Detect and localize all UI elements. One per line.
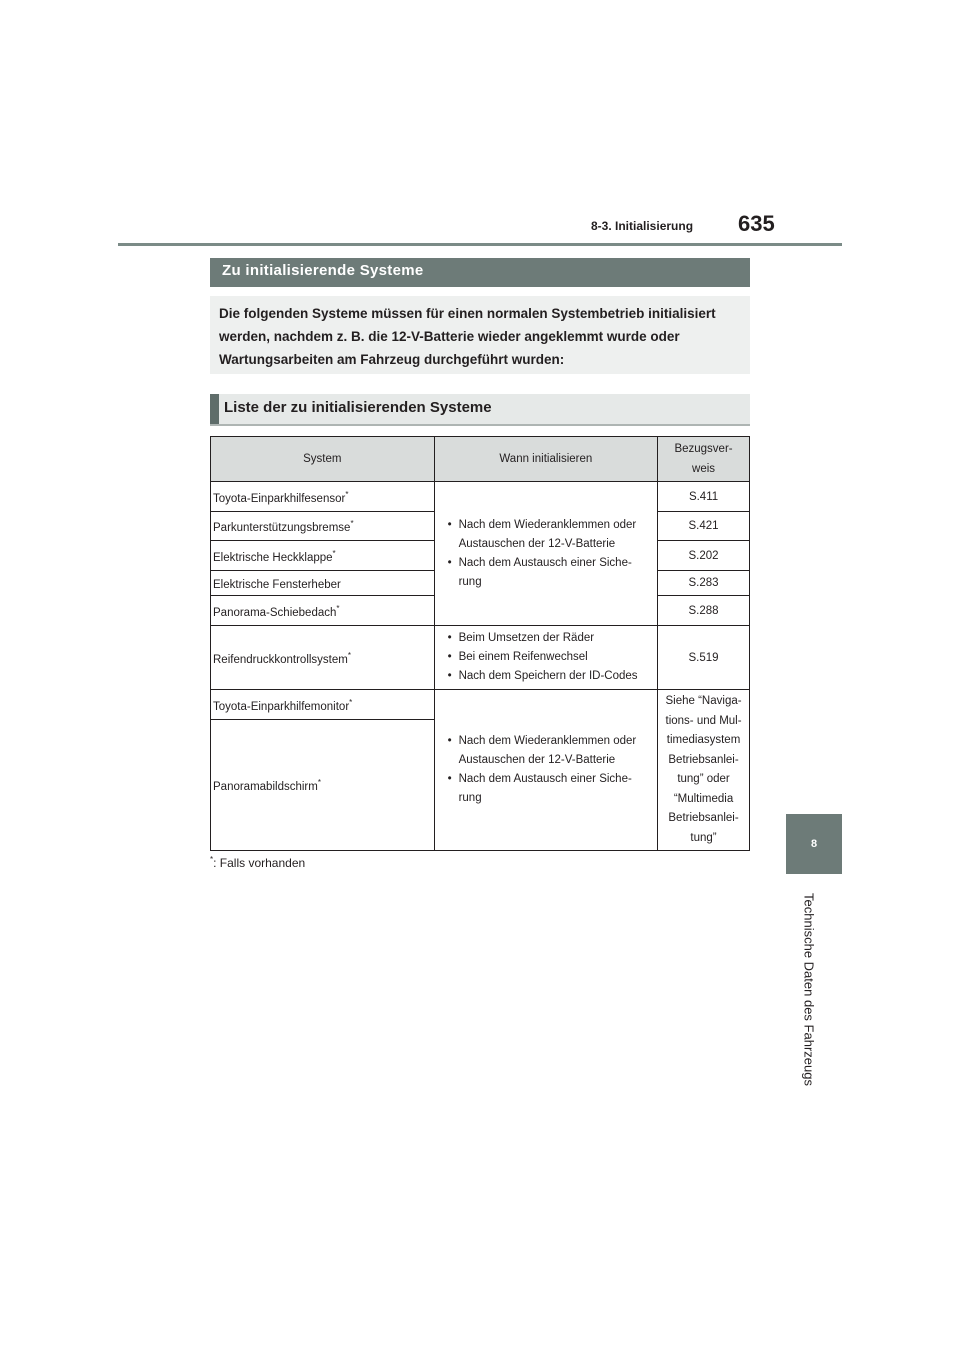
system-name: Elektrische Fensterheber [211,571,435,596]
subheading-title: Liste der zu initialisierenden Systeme [224,399,492,416]
system-name: Reifendruckkontrollsystem* [211,626,435,690]
when-cell [434,626,658,690]
reference-cell: S.411 [658,482,750,512]
reference-cell: S.421 [658,512,750,541]
when-item: • Nach dem Austausch einer Siche-rung [449,770,652,808]
when-item: • Nach dem Wiederanklemmen oder Austauschen der 12-V-Batterie [449,516,652,554]
when-item: • Bei einem Reifenwechsel [449,648,652,667]
system-name: Panorama-Schiebedach* [211,596,435,626]
column-header-reference: Bezugsver- weis [658,437,750,482]
table-row [211,690,750,720]
systems-table [210,436,750,851]
when-item: • Nach dem Austausch einer Siche-rung [449,554,652,592]
when-item: • Beim Umsetzen der Räder [449,629,652,648]
when-item: • Nach dem Speichern der ID-Codes [449,667,652,686]
system-name: Panoramabildschirm* [211,720,435,851]
subheading-marker [210,394,219,424]
section-banner-title: Zu initialisierende Systeme [222,262,424,279]
page-number: 635 [738,211,775,236]
reference-cell: Siehe “Naviga- tions- und Mul- timediasystem Betriebsanlei- tung” oder “Multimedia Betriebsanlei- tung” [658,690,750,851]
reference-cell: S.288 [658,596,750,626]
header-rule [118,243,842,246]
reference-cell: S.519 [658,626,750,690]
when-cell [434,690,658,851]
system-name: Elektrische Heckklappe* [211,541,435,571]
table-row [211,626,750,690]
chapter-tab[interactable] [786,814,842,874]
reference-cell: S.283 [658,571,750,596]
reference-cell: S.202 [658,541,750,571]
chapter-number: 8 [810,838,818,850]
footnote-text: : Falls vorhanden [213,856,306,870]
footnote [210,855,305,870]
when-cell [434,482,658,626]
system-name: Toyota-Einparkhilfemonitor* [211,690,435,720]
chapter-title: Technische Daten des Fahrzeugs [801,893,817,1086]
when-item: • Nach dem Wiederanklemmen oder Austauschen der 12-V-Batterie [449,732,652,770]
column-header-when: Wann initialisieren [434,437,658,482]
system-name: Parkunterstützungsbremse* [211,512,435,541]
system-name: Toyota-Einparkhilfesensor* [211,482,435,512]
intro-text: Die folgenden Systeme müssen für einen normalen Systembetrieb initialisiert werden, nachdem z. B. die 12-V-Batterie wieder angeklemmt wurde oder Wartungsarbeiten am Fahrzeug durchgeführt wurden: [219,306,716,367]
section-header: 8-3. Initialisierung [591,219,694,233]
table-header-row [211,437,750,482]
table-row [211,482,750,512]
column-header-system: System [211,437,435,482]
chapter-label [802,884,816,1094]
footnote-marker: * [210,855,214,864]
